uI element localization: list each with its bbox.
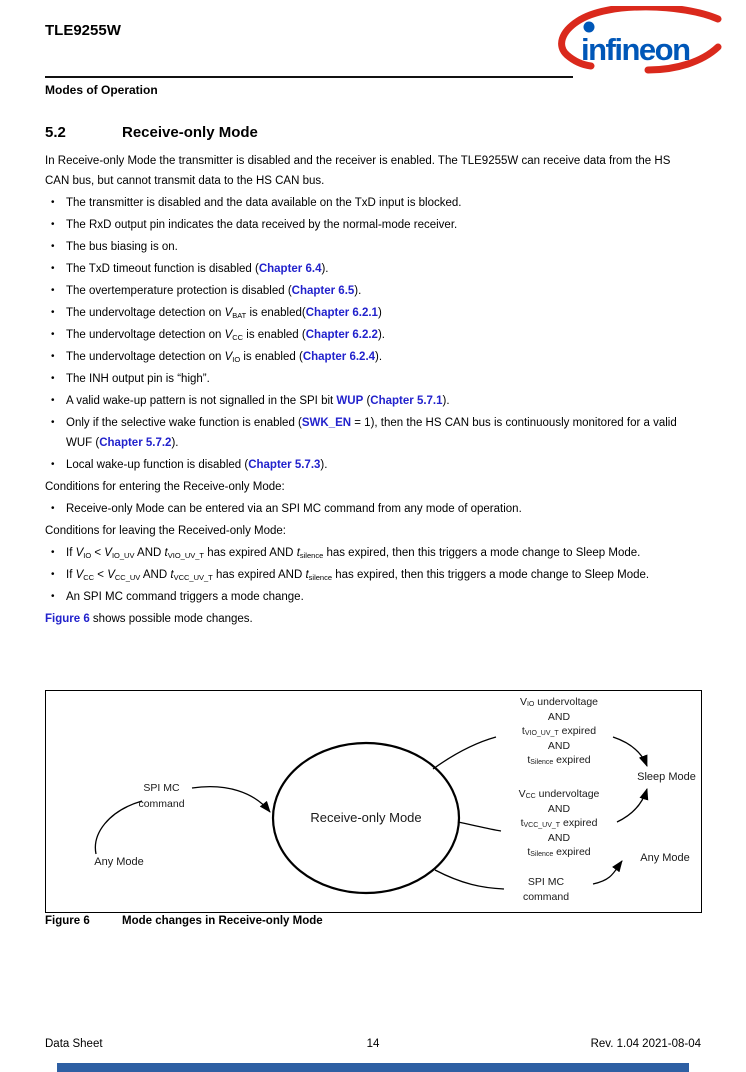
bullet-marker: • (51, 241, 55, 252)
page-title: TLE9255W (45, 22, 121, 39)
page-number: 14 (366, 1038, 380, 1050)
chapter-link[interactable]: Chapter 6.2.4 (302, 351, 376, 363)
bullet-item (45, 237, 693, 257)
chapter-link[interactable]: Figure 6 (45, 613, 90, 625)
cond1-line2: AND (547, 710, 571, 723)
breadcrumb: Modes of Operation (45, 83, 158, 97)
bullet-marker: • (51, 591, 55, 602)
paragraph (45, 477, 693, 497)
bullet-marker: • (51, 285, 55, 296)
footer-doc-type: Data Sheet (45, 1038, 103, 1050)
exit-curve-3 (435, 870, 504, 889)
bullet-item (45, 369, 693, 389)
bullet-item (45, 215, 693, 235)
bullet-item (45, 303, 693, 323)
bullet-item (45, 391, 693, 411)
figure-caption-label: Figure 6 (45, 915, 90, 927)
any-mode-right-label: Any Mode (640, 852, 690, 864)
block-text: The RxD output pin indicates the data received by the normal-mode receiver. (66, 219, 458, 231)
bullet-marker: • (51, 503, 55, 514)
state-label: Receive-only Mode (310, 810, 422, 825)
block-text: An SPI MC command triggers a mode change. (66, 591, 304, 603)
cond2-line5: $t_{Silence}$ expired (527, 846, 591, 858)
block-text: The undervoltage detection on $V_{IO}$ is enabled (Chapter 6.2.4). (66, 351, 383, 364)
figure-caption (45, 915, 323, 927)
bullet-marker: • (51, 197, 55, 208)
bullet-item (45, 455, 693, 475)
block-text: Conditions for leaving the Received-only Mode: (45, 525, 286, 537)
spi-mc-bottom-line2: command (522, 891, 570, 903)
bullet-item (45, 543, 693, 563)
cond1-line1: $V_{IO}$ undervoltage (519, 696, 599, 708)
bullet-marker: • (51, 329, 55, 340)
bullet-item (45, 281, 693, 301)
block-text: The TxD timeout function is disabled (Chapter 6.4). (66, 263, 329, 275)
chapter-link[interactable]: SWK_EN (301, 417, 352, 429)
header-rule (45, 76, 573, 78)
spi-mc-label-line2: command (138, 797, 185, 810)
block-text: The undervoltage detection on $V_{CC}$ is enabled (Chapter 6.2.2). (66, 329, 385, 342)
bullet-marker: • (51, 307, 55, 318)
cond2-line4: AND (547, 831, 571, 844)
bullet-marker: • (51, 569, 55, 580)
chapter-link[interactable]: WUP (336, 395, 364, 407)
chapter-link[interactable]: Chapter 6.4 (258, 263, 322, 275)
block-text: The bus biasing is on. (66, 241, 178, 253)
cond2-line1: $V_{CC}$ undervoltage (518, 788, 600, 800)
block-text: Receive-only Mode can be entered via an SPI MC command from any mode of operation. (66, 503, 522, 515)
anymode-arrow (593, 861, 622, 884)
chapter-link[interactable]: Chapter 5.7.2 (99, 437, 172, 449)
logo-i-dot (584, 22, 595, 33)
block-text: The transmitter is disabled and the data available on the TxD input is blocked. (66, 197, 462, 209)
bullet-marker: • (51, 219, 55, 230)
block-text: Local wake-up function is disabled (Chapter 5.7.3). (66, 459, 328, 471)
cond1-line3: $t_{VIO\_UV\_T}$ expired (521, 725, 597, 737)
cond2-line2: AND (547, 802, 571, 815)
spi-mc-label-line1: SPI MC (143, 782, 180, 794)
bullet-item (45, 565, 693, 585)
bullet-item (45, 259, 693, 279)
cond2-line3: $t_{VCC\_UV\_T}$ expired (520, 817, 598, 829)
paragraph (45, 151, 693, 191)
bullet-item (45, 413, 693, 453)
bullet-marker: • (51, 417, 55, 428)
chapter-link[interactable]: Chapter 5.7.1 (370, 395, 443, 407)
block-text: Only if the selective wake function is enabled (SWK_EN = 1), then the HS CAN bus is continuously monitored for a valid WUF (Chapter 5.7.2). (66, 417, 677, 449)
bullet-item (45, 347, 693, 367)
block-text: The undervoltage detection on $V_{BAT}$ is enabled(Chapter 6.2.1) (66, 307, 382, 320)
paragraph (45, 609, 693, 629)
section-number: 5.2 (45, 124, 66, 141)
bullet-item (45, 193, 693, 213)
section-title: Receive-only Mode (122, 124, 258, 141)
spi-mc-bottom-line1: SPI MC (527, 876, 565, 888)
infineon-logo (552, 6, 728, 76)
sleep-mode-label: Sleep Mode (637, 771, 696, 783)
bullet-marker: • (51, 373, 55, 384)
bullet-marker: • (51, 547, 55, 558)
footer-revision: Rev. 1.04 2021-08-04 (590, 1038, 701, 1050)
logo-wordmark: infineon (581, 32, 690, 67)
cond1-line5: $t_{Silence}$ expired (527, 754, 591, 766)
bullet-marker: • (51, 351, 55, 362)
chapter-link[interactable]: Chapter 6.5 (291, 285, 355, 297)
figure-6-diagram (45, 690, 702, 913)
any-mode-left-label: Any Mode (94, 856, 144, 868)
block-text: The overtemperature protection is disabled (Chapter 6.5). (66, 285, 362, 297)
bullet-marker: • (51, 263, 55, 274)
cond1-line4: AND (547, 739, 571, 752)
block-text: Figure 6 shows possible mode changes. (45, 613, 253, 625)
block-text: In Receive-only Mode the transmitter is disabled and the receiver is enabled. The TLE9255W can receive data from the HS CAN bus, but cannot transmit data to the HS CAN bus. (45, 155, 671, 187)
section-heading (45, 124, 258, 141)
chapter-link[interactable]: Chapter 6.2.2 (305, 329, 378, 341)
block-text: The INH output pin is “high”. (66, 373, 210, 385)
block-text: If $V_{CC} < V_{CC\_UV}$ AND $t_{VCC\_UV\_T}$ has expired AND $t_{silence}$ has expired, then this triggers a mode change to Sleep Mode. (66, 569, 650, 582)
block-text: Conditions for entering the Receive-only Mode: (45, 481, 285, 493)
block-text: A valid wake-up pattern is not signalled in the SPI bit WUP (Chapter 5.7.1). (66, 395, 450, 407)
vio-undervoltage-condition (484, 695, 634, 768)
bullet-item (45, 325, 693, 345)
footer-accent-bar (57, 1063, 689, 1072)
bullet-item (45, 587, 693, 607)
figure-caption-text: Mode changes in Receive-only Mode (122, 915, 323, 927)
paragraph (45, 521, 693, 541)
bullet-marker: • (51, 395, 55, 406)
bullet-item (45, 499, 693, 519)
bullet-marker: • (51, 459, 55, 470)
chapter-link[interactable]: Chapter 6.2.1 (305, 307, 378, 319)
chapter-link[interactable]: Chapter 5.7.3 (248, 459, 321, 471)
body-text (45, 151, 693, 631)
vcc-undervoltage-condition (484, 787, 634, 860)
block-text: If $V_{IO} < V_{IO\_UV}$ AND $t_{VIO\_UV\_T}$ has expired AND $t_{silence}$ has expired, then this triggers a mode change to Sleep Mode. (66, 547, 641, 560)
